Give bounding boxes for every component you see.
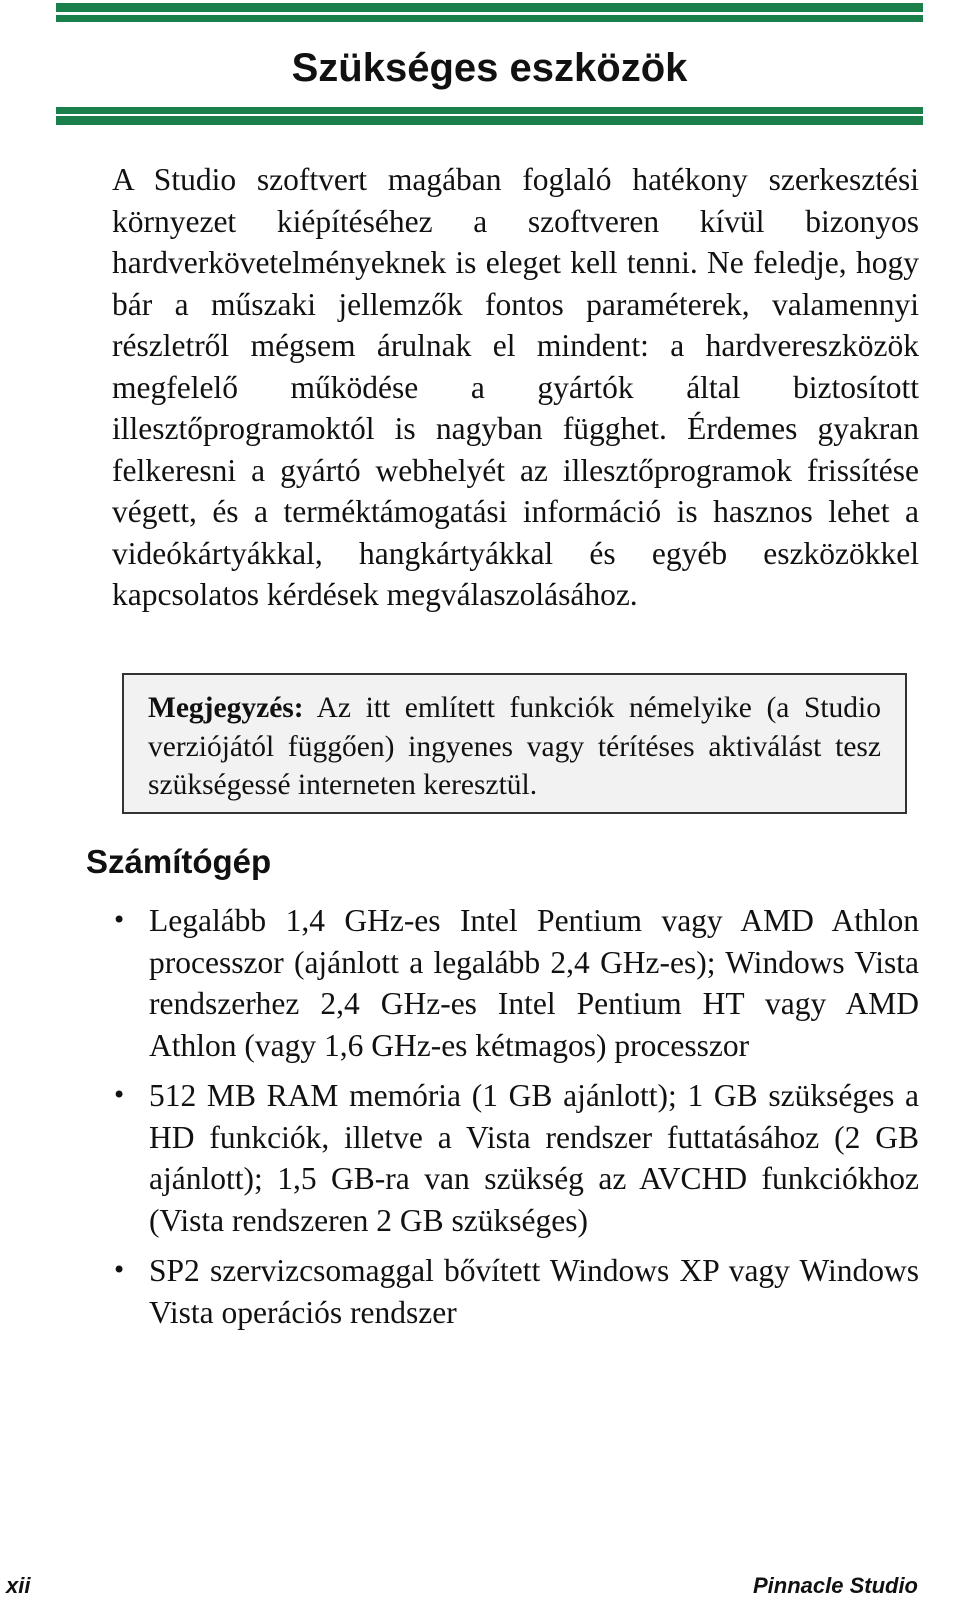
requirements-list <box>112 900 919 1342</box>
header-bottom-bar <box>56 116 923 125</box>
note-label: Megjegyzés: <box>148 692 304 724</box>
note-text: Az itt említett funkciók némelyike (a Studio verziójától függően) ingyenes vagy térítéses aktiválást tesz szükségessé interneten keresztül. <box>148 692 882 801</box>
footer-page-number: xii <box>6 1573 31 1598</box>
list-item-text: SP2 szervizcsomaggal bővített Windows XP vagy Windows Vista operációs rendszer <box>149 1253 919 1330</box>
list-item-text: 512 MB RAM memória (1 GB ajánlott); 1 GB szükséges a HD funkciók, illetve a Vista rendszer futtatásához (2 GB ajánlott); 1,5 GB-ra van szükség az AVCHD funkciókhoz (Vista rendszeren 2 GB szükséges) <box>149 1078 919 1238</box>
list-item-text: Legalább 1,4 GHz-es Intel Pentium vagy AMD Athlon processzor (ajánlott a legalább 2,4 GHz-es); Windows Vista rendszerhez 2,4 GHz-es Intel Pentium HT vagy AMD Athlon (vagy 1,6 GHz-es kétmagos) processzor <box>149 903 919 1063</box>
header-top-bar-thin <box>56 15 923 22</box>
list-item <box>112 1250 919 1333</box>
list-item <box>112 1075 919 1241</box>
bullet-icon: • <box>112 1081 127 1109</box>
header-top-bar <box>56 3 923 12</box>
list-item <box>112 900 919 1066</box>
bullet-icon: • <box>112 1256 127 1284</box>
header-bottom-bar-thin <box>56 107 923 114</box>
footer-book-title: Pinnacle Studio <box>752 1573 918 1598</box>
intro-paragraph: A Studio szoftvert magában foglaló hatékony szerkesztési környezet kiépítéséhez a szoftveren kívül bizonyos hardverkövetelményeknek is eleget kell tenni. Ne feledje, hogy bár a műszaki jellemzők fontos paraméterek, valamennyi részletről mégsem árulnak el mindent: a hardvereszközök megfelelő működése a gyártók által biztosított illesztőprogramoktól is nagyban függhet. Érdemes gyakran felkeresni a gyártó webhelyét az illesztőprogramok frissítése végett, és a terméktámogatási információ is hasznos lehet a videókártyákkal, hangkártyákkal és egyéb eszközökkel kapcsolatos kérdések megválaszolásához. <box>112 162 919 612</box>
note-paragraph <box>148 689 881 805</box>
bullet-icon: • <box>112 906 127 934</box>
section-title-computer: Számítógép <box>86 843 272 880</box>
page-title: Szükséges eszközök <box>291 46 688 90</box>
note-box <box>122 673 907 814</box>
